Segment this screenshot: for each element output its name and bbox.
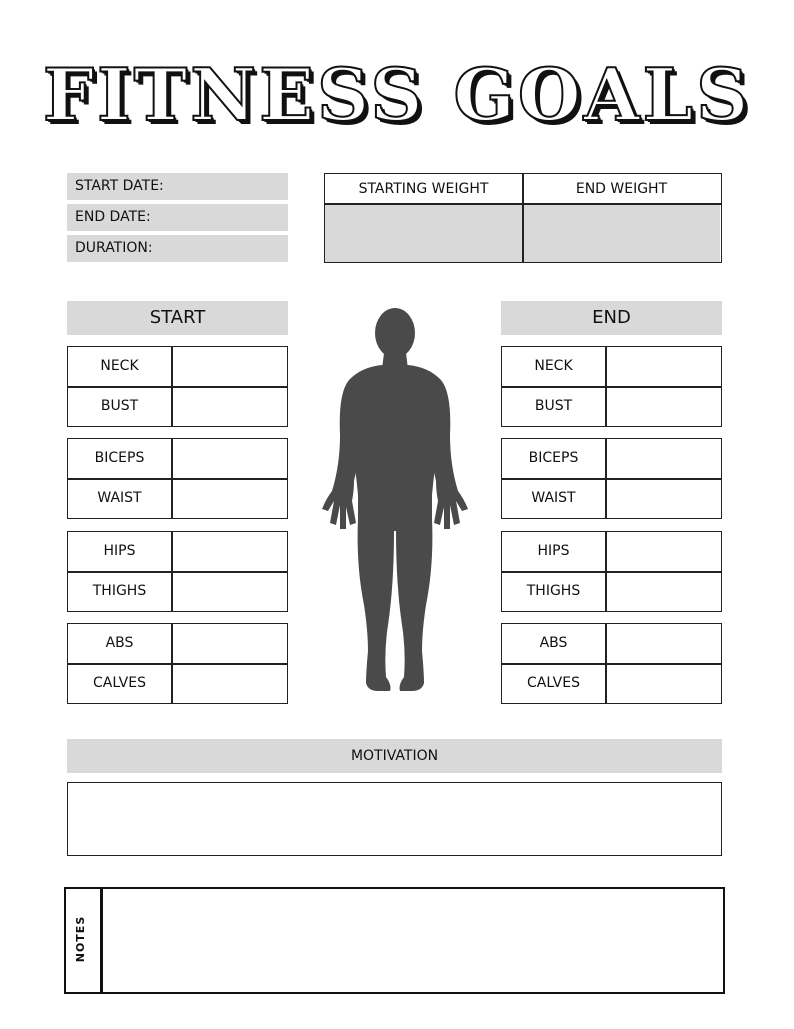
end-waist-input[interactable] — [607, 479, 720, 518]
start-thighs-row — [68, 572, 286, 611]
divider — [502, 571, 721, 573]
end-neck-input[interactable] — [607, 347, 720, 386]
end-biceps-input[interactable] — [607, 439, 720, 478]
end-measure-group-4 — [501, 623, 722, 704]
divider — [502, 663, 721, 665]
start-abs-row — [68, 624, 286, 663]
starting-weight-input[interactable] — [325, 204, 522, 262]
end-measure-group-2 — [501, 438, 722, 519]
end-neck-row — [502, 347, 720, 386]
end-measure-group-3 — [501, 531, 722, 612]
start-waist-row — [68, 479, 286, 518]
end-hips-row — [502, 532, 720, 571]
weight-table-column-divider — [522, 174, 524, 262]
start-abs-label: ABS — [105, 635, 134, 651]
start-abs-input[interactable] — [173, 624, 286, 663]
divider — [502, 386, 721, 388]
start-calves-input[interactable] — [173, 664, 286, 703]
start-waist-input[interactable] — [173, 479, 286, 518]
end-abs-label: ABS — [539, 635, 568, 651]
start-thighs-label: THIGHS — [92, 583, 147, 599]
start-measure-group-1 — [67, 346, 288, 427]
end-weight-header: END WEIGHT — [575, 181, 668, 197]
start-waist-label: WAIST — [97, 490, 142, 506]
start-bust-row — [68, 387, 286, 426]
end-abs-row — [502, 624, 720, 663]
end-abs-input[interactable] — [607, 624, 720, 663]
duration-label: DURATION: — [75, 240, 153, 256]
end-thighs-label: THIGHS — [526, 583, 581, 599]
start-hips-label: HIPS — [103, 543, 136, 559]
start-date-field[interactable] — [67, 173, 288, 200]
end-bust-row — [502, 387, 720, 426]
end-neck-label: NECK — [534, 358, 573, 374]
start-biceps-input[interactable] — [173, 439, 286, 478]
start-bust-label: BUST — [100, 398, 139, 414]
start-hips-row — [68, 532, 286, 571]
starting-weight-header: STARTING WEIGHT — [358, 181, 489, 197]
divider — [68, 571, 287, 573]
end-hips-label: HIPS — [537, 543, 570, 559]
start-measure-group-3 — [67, 531, 288, 612]
start-biceps-row — [68, 439, 286, 478]
divider — [68, 663, 287, 665]
start-hips-input[interactable] — [173, 532, 286, 571]
end-date-field[interactable] — [67, 204, 288, 231]
start-section-heading: START — [67, 301, 288, 335]
start-neck-input[interactable] — [173, 347, 286, 386]
end-calves-label: CALVES — [527, 675, 580, 691]
end-bust-input[interactable] — [607, 387, 720, 426]
start-biceps-label: BICEPS — [94, 450, 145, 466]
end-biceps-label: BICEPS — [528, 450, 579, 466]
end-calves-row — [502, 664, 720, 703]
end-weight-input[interactable] — [523, 204, 720, 262]
start-date-label: START DATE: — [75, 178, 164, 194]
notes-box[interactable] — [64, 887, 725, 994]
motivation-heading: MOTIVATION — [67, 739, 722, 773]
end-thighs-input[interactable] — [607, 572, 720, 611]
end-bust-label: BUST — [534, 398, 573, 414]
weight-table — [324, 173, 722, 263]
end-calves-input[interactable] — [607, 664, 720, 703]
divider — [68, 478, 287, 480]
end-waist-label: WAIST — [531, 490, 576, 506]
notes-label: NOTES — [74, 915, 87, 963]
duration-field[interactable] — [67, 235, 288, 262]
motivation-input[interactable] — [67, 782, 722, 856]
end-section-heading: END — [501, 301, 722, 335]
start-neck-label: NECK — [100, 358, 139, 374]
start-measure-group-2 — [67, 438, 288, 519]
end-measure-group-1 — [501, 346, 722, 427]
start-bust-input[interactable] — [173, 387, 286, 426]
end-biceps-row — [502, 439, 720, 478]
notes-divider — [100, 889, 103, 992]
page-title: FITNESS GOALS — [42, 52, 752, 137]
start-thighs-input[interactable] — [173, 572, 286, 611]
start-calves-row — [68, 664, 286, 703]
end-date-label: END DATE: — [75, 209, 151, 225]
end-thighs-row — [502, 572, 720, 611]
start-calves-label: CALVES — [93, 675, 146, 691]
divider — [502, 478, 721, 480]
end-waist-row — [502, 479, 720, 518]
start-measure-group-4 — [67, 623, 288, 704]
human-body-silhouette-icon — [310, 305, 480, 695]
divider — [68, 386, 287, 388]
end-hips-input[interactable] — [607, 532, 720, 571]
start-neck-row — [68, 347, 286, 386]
